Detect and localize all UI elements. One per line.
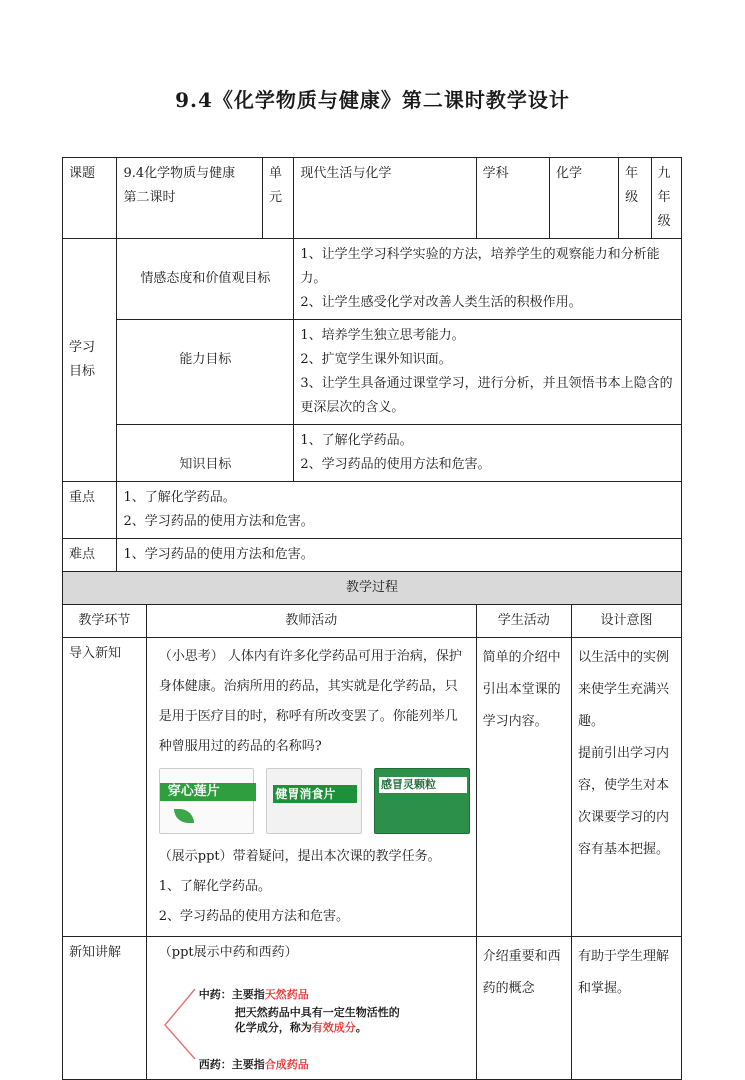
process-columns-row [63, 605, 682, 638]
stage-intro: 导入新知 [63, 638, 147, 937]
goal-ability-items: 1、培养学生独立思考能力。 2、扩宽学生课外知识面。 3、让学生具备通过课堂学习，进行分析，并且领悟书本上隐含的更深层次的含义。 [294, 320, 682, 425]
page-title: 9.4《化学物质与健康》第二课时教学设计 [175, 88, 570, 112]
goal-knowledge-name: 知识目标 [117, 425, 294, 482]
goal-knowledge-row [63, 425, 682, 482]
process-heading: 教学过程 [63, 572, 682, 605]
goal-knowledge-items: 1、了解化学药品。 2、学习药品的使用方法和危害。 [294, 425, 682, 482]
medicine-box-image: 穿心莲片 [159, 768, 255, 834]
difficulty-row [63, 539, 682, 572]
diagram-line-3: 化学成分，称为有效成分。 [234, 1021, 367, 1034]
diagram-line-4: 西药：主要指合成药品 [198, 1058, 309, 1071]
goal-ability-row [63, 320, 682, 425]
goal-emotion-row [63, 239, 682, 320]
student-intro: 简单的介绍中引出本堂课的学习内容。 [476, 638, 571, 937]
col-student: 学生活动 [476, 605, 571, 638]
stage-new: 新知讲解 [63, 937, 147, 1080]
lesson-plan-table [62, 157, 682, 1080]
key-points-label: 重点 [63, 482, 117, 539]
intent-new: 有助于学生理解和掌握。 [571, 937, 681, 1080]
header-row [63, 158, 682, 239]
goal-emotion-name: 情感态度和价值观目标 [117, 239, 294, 320]
value-unit: 现代生活与化学 [294, 158, 476, 239]
intent-intro: 以生活中的实例来使学生充满兴趣。 提前引出学习内容，使学生对本次课要学习的内容有基本把握。 [571, 638, 681, 937]
key-points-items: 1、了解化学药品。 2、学习药品的使用方法和危害。 [117, 482, 682, 539]
key-points-row [63, 482, 682, 539]
process-row-new [63, 937, 682, 1080]
goal-emotion-items: 1、让学生学习科学实验的方法，培养学生的观察能力和分析能力。 2、让学生感受化学对改善人类生活的积极作用。 [294, 239, 682, 320]
process-heading-row [63, 572, 682, 605]
medicine-diagram [159, 965, 470, 1075]
diagram-line-1: 中药：主要指天然药品 [198, 988, 309, 1001]
difficulty-label: 难点 [63, 539, 117, 572]
label-grade: 年级 [619, 158, 652, 238]
value-subject: 化学 [549, 158, 618, 239]
medicine-box-image: 健胃消食片 [266, 768, 362, 834]
col-stage: 教学环节 [63, 605, 147, 638]
label-unit: 单元 [263, 158, 294, 239]
goals-label: 学习 目标 [63, 239, 117, 482]
medicine-box-image: 感冒灵颗粒 [374, 768, 470, 834]
col-teacher: 教师活动 [146, 605, 476, 638]
grade-cell [619, 158, 682, 239]
label-subject: 学科 [476, 158, 549, 239]
teacher-new: （ppt展示中药和西药） 中药：主要指天然药品 把天然药品中具有一定生物活性的 化学成分，称为有效成分。 西药：主要指合成药品 [146, 937, 476, 1080]
label-title: 课题 [63, 158, 117, 239]
goal-ability-name: 能力目标 [117, 320, 294, 425]
col-intent: 设计意图 [571, 605, 681, 638]
teacher-intro: （小思考） 人体内有许多化学药品可用于治病，保护身体健康。治病所用的药品，其实就是化学药品，只是用于医疗目的时，称呼有所改变罢了。你能列举几种曾服用过的药品的名称吗? 穿心莲片 健胃消食片 感冒灵颗粒 （展示ppt）带着疑问，提出本次课的教学任务。 1、了解化学药品。 2、学习药品的使用方法和危害。 [146, 638, 476, 937]
process-row-intro [63, 638, 682, 937]
difficulty-items: 1、学习药品的使用方法和危害。 [117, 539, 682, 572]
medicine-images [159, 762, 470, 842]
value-grade: 九年级 [657, 166, 671, 229]
value-title: 9.4化学物质与健康 第二课时 [117, 158, 263, 239]
diagram-line-2: 把天然药品中具有一定生物活性的 [234, 1006, 400, 1019]
student-new: 介绍重要和西药的概念 [476, 937, 571, 1080]
